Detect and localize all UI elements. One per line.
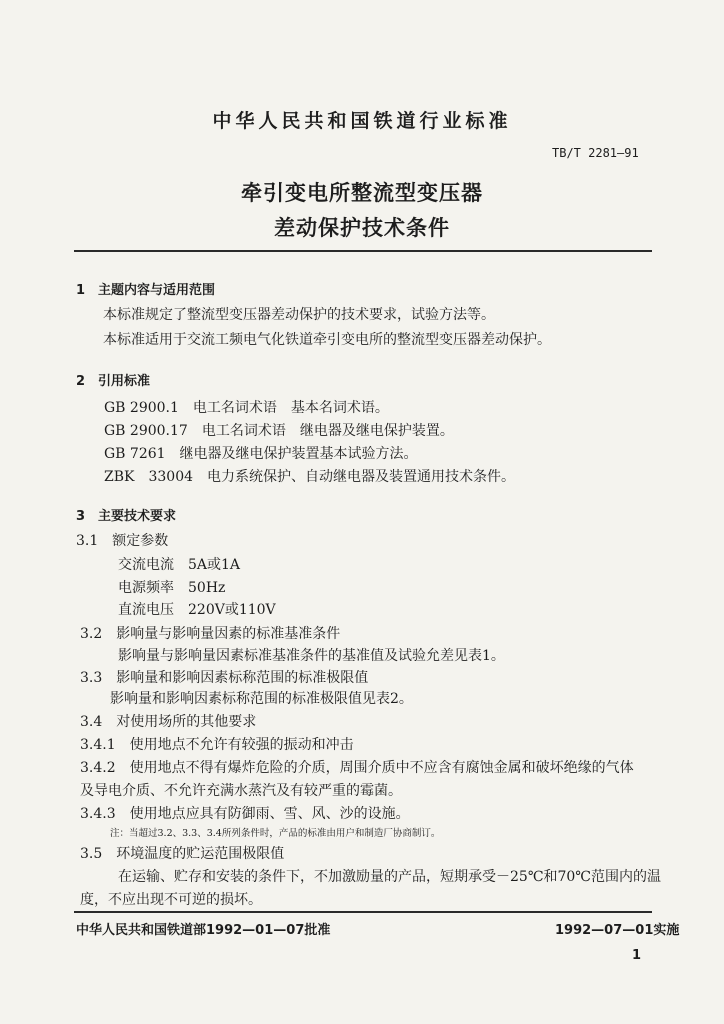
section-2-heading: 2 引用标准 [76,374,151,389]
clause-3-4-2-continued: 及导电介质、不允许充满水蒸汽及有较严重的霉菌。 [80,783,402,799]
clause-3-4: 3.4 对使用场所的其他要求 [80,714,257,730]
standard-code: TB/T 2281—91 [552,146,639,160]
document-title-line-2: 差动保护技术条件 [274,215,450,240]
param-ac-current: 交流电流 5A或1A [118,557,241,573]
reference-item: GB 2900.1 电工名词术语 基本名词术语。 [104,400,389,416]
clause-3-1: 3.1 额定参数 [76,533,169,549]
note: 注：当超过3.2、3.3、3.4所列条件时，产品的标准由用户和制造厂协商制订。 [110,828,441,839]
title-rule [74,250,652,252]
clause-3-3: 3.3 影响量和影响因素标称范围的标准极限值 [80,670,369,686]
clause-3-5-text: 在运输、贮存和安装的条件下，不加激励量的产品，短期承受－25℃和70℃范围内的温 [118,869,661,885]
clause-3-2: 3.2 影响量与影响量因素的标准基准条件 [80,626,341,642]
footer-rule [74,911,652,913]
reference-item: GB 2900.17 电工名词术语 继电器及继电保护装置。 [104,423,454,439]
param-frequency: 电源频率 50Hz [118,580,226,596]
clause-3-3-text: 影响量和影响因素标称范围的标准极限值见表2。 [110,691,413,707]
implementation-date: 1992—07—01实施 [555,923,680,938]
section-3-heading: 3 主要技术要求 [76,509,177,524]
clause-3-4-2: 3.4.2 使用地点不得有爆炸危险的介质，周围介质中不应含有腐蚀金属和破坏绝缘的气体 [80,760,634,776]
issuing-organization: 中华人民共和国铁道行业标准 [212,110,512,132]
reference-item: GB 7261 继电器及继电保护装置基本试验方法。 [104,446,418,462]
clause-3-4-3: 3.4.3 使用地点应具有防御雨、雪、风、沙的设施。 [80,806,410,822]
section-1-paragraph-2: 本标准适用于交流工频电气化铁道牵引变电所的整流型变压器差动保护。 [103,332,551,348]
section-1-heading: 1 主题内容与适用范围 [76,283,216,298]
clause-3-2-text: 影响量与影响量因素标准基准条件的基准值及试验允差见表1。 [118,648,505,664]
section-1-paragraph-1: 本标准规定了整流型变压器差动保护的技术要求，试验方法等。 [103,307,495,323]
page-number: 1 [632,948,642,963]
reference-item: ZBK 33004 电力系统保护、自动继电器及装置通用技术条件。 [104,469,516,485]
clause-3-5: 3.5 环境温度的贮运范围极限值 [80,846,285,862]
param-dc-voltage: 直流电压 220V或110V [118,602,276,618]
document-title-line-1: 牵引变电所整流型变压器 [241,180,483,205]
approval-date: 中华人民共和国铁道部1992—01—07批准 [76,923,331,938]
clause-3-4-1: 3.4.1 使用地点不允许有较强的振动和冲击 [80,737,354,753]
clause-3-5-text-continued: 度，不应出现不可逆的损坏。 [80,892,262,908]
